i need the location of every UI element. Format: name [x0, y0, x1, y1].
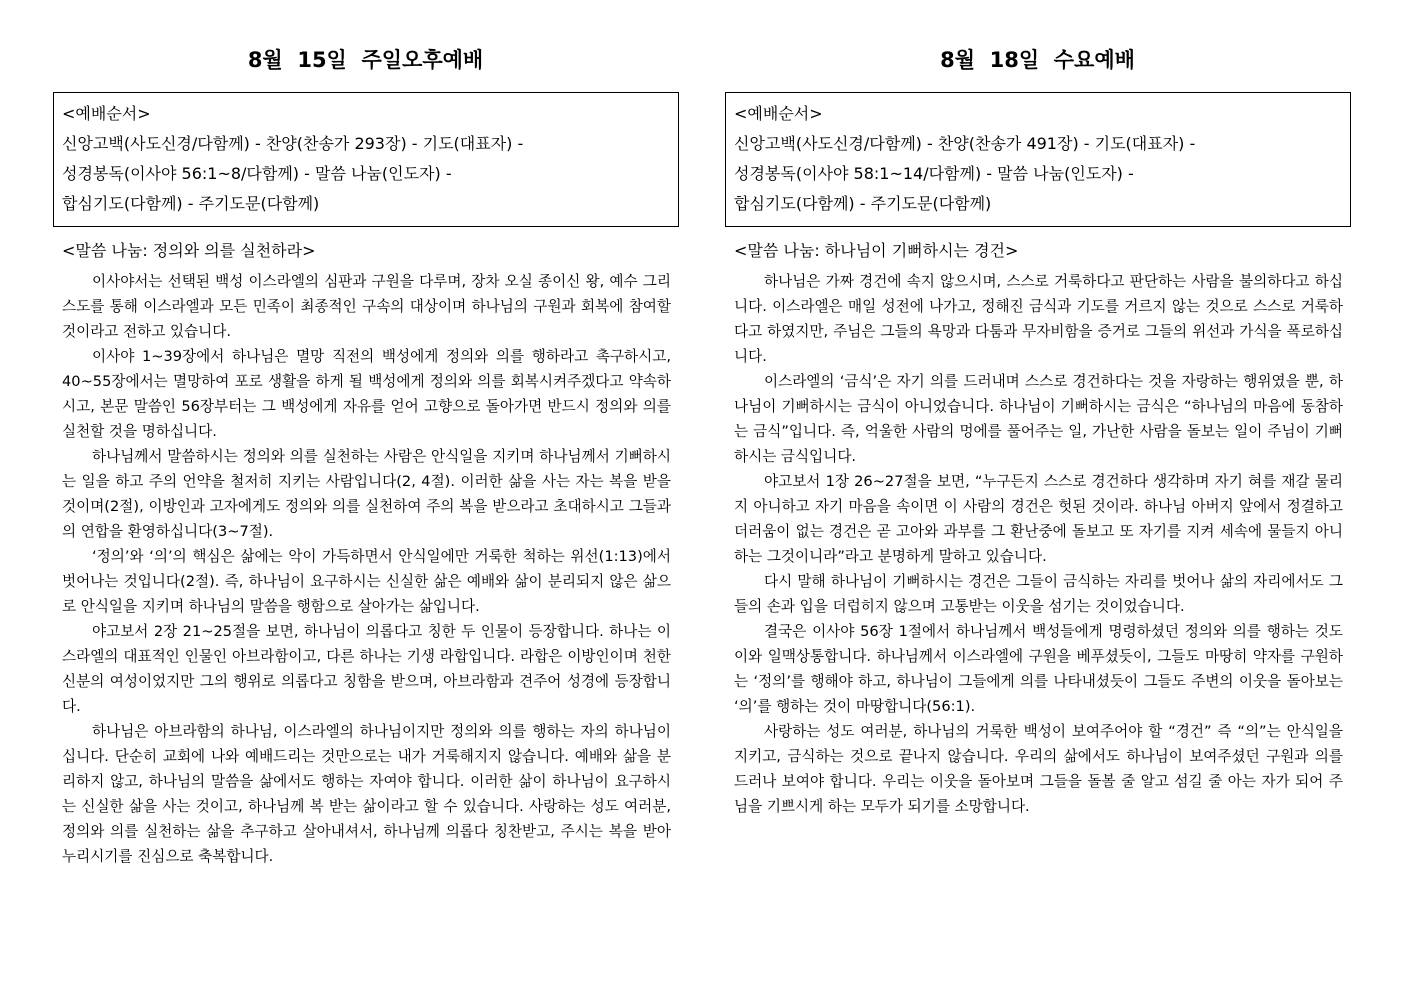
worship-order-line: 성경봉독(이사야 56:1~8/다함께) - 말씀 나눔(인도자) -	[62, 164, 452, 183]
sermon-paragraph: 다시 말해 하나님이 기뻐하시는 경건은 그들이 금식하는 자리를 벗어나 삶의 자리에서도 그들의 손과 입을 더럽히지 않으며 고통받는 이웃을 섬기는 것이었습니다.	[734, 573, 1343, 615]
sermon-paragraph: 이사야 1~39장에서 하나님은 멸망 직전의 백성에게 정의와 의를 행하라고 촉구하시고, 40~55장에서는 멸망하여 포로 생활을 하게 될 백성에게 정의와 의를 회복시켜주겠다고 약속하시고, 본문 말씀인 56장부터는 그 백성에게 자유를 얻어 고향으로 돌아가면 반드시 정의와 의를 실천할 것을 명하십니다.	[62, 348, 671, 440]
sermon-paragraph: ‘정의’와 ‘의’의 핵심은 삶에는 악이 가득하면서 안식일에만 거룩한 척하는 위선(1:13)에서 벗어나는 것입니다(2절). 즉, 하나님이 요구하시는 신실한 삶은 예배와 삶이 분리되지 않은 삶으로 안식일을 지키며 하나님의 말씀을 행함으로 살아가는 삶입니다.	[62, 548, 671, 615]
sermon-paragraph: 야고보서 2장 21~25절을 보면, 하나님이 의롭다고 칭한 두 인물이 등장합니다. 하나는 이스라엘의 대표적인 인물인 아브라함이고, 다른 하나는 기생 라합입니다. 라합은 이방인이며 천한 신분의 여성이었지만 그의 행위로 의롭다고 칭함을 받으며, 아브라함과 견주어 성경에 등장합니다.	[62, 623, 671, 715]
sermon-paragraph: 하나님은 가짜 경건에 속지 않으시며, 스스로 거룩하다고 판단하는 사람을 불의하다고 하십니다. 이스라엘은 매일 성전에 나가고, 정해진 금식과 기도를 거르지 않는 것으로 스스로 거룩하다고 하였지만, 주님은 그들의 욕망과 다툼과 무자비함을 증거로 그들의 위선과 가식을 폭로하십니다.	[734, 273, 1343, 365]
sermon-paragraph: 이사야서는 선택된 백성 이스라엘의 심판과 구원을 다루며, 장차 오실 종이신 왕, 예수 그리스도를 통해 이스라엘과 모든 민족이 최종적인 구속의 대상이며 하나님의 구원과 회복에 참여할 것이라고 전하고 있습니다.	[62, 273, 671, 340]
worship-order-line: 신앙고백(사도신경/다함께) - 찬양(찬송가 491장) - 기도(대표자) -	[734, 134, 1196, 153]
sermon-body	[725, 269, 1343, 819]
worship-order-line: 합심기도(다함께) - 주기도문(다함께)	[62, 194, 320, 213]
page-title: 8월 15일 주일오후예배	[247, 48, 484, 72]
worship-order-heading: <예배순서>	[734, 104, 823, 123]
sermon-paragraph: 하나님께서 말씀하시는 정의와 의를 실천하는 사람은 안식일을 지키며 하나님께서 기뻐하시는 일을 하고 주의 언약을 철저히 지키는 사람입니다(2, 4절). 이러한 삶을 사는 자는 복을 받을 것이며(2절), 이방인과 고자에게도 정의와 의를 실천하여 주의 복을 받으라고 초대하시고 그들과의 연합을 환영하십니다(3~7절).	[62, 448, 671, 540]
worship-order-line: 합심기도(다함께) - 주기도문(다함께)	[734, 194, 992, 213]
right-column	[725, 40, 1350, 819]
left-column	[53, 40, 678, 869]
worship-order-line: 성경봉독(이사야 58:1~14/다함께) - 말씀 나눔(인도자) -	[734, 164, 1134, 183]
sermon-paragraph: 사랑하는 성도 여러분, 하나님의 거룩한 백성이 보여주어야 할 “경건” 즉 “의”는 안식일을 지키고, 금식하는 것으로 끝나지 않습니다. 우리의 삶에서도 하나님이 보여주셨던 구원과 의를 드러나 보여야 합니다. 우리는 이웃을 돌아보며 그들을 돌볼 줄 알고 섬길 줄 아는 자가 되어 주님을 기쁘시게 하는 모두가 되기를 소망합니다.	[734, 723, 1343, 815]
sermon-heading: <말씀 나눔: 정의와 의를 실천하라>	[62, 241, 316, 260]
worship-order-box	[53, 92, 679, 227]
sermon-paragraph: 하나님은 아브라함의 하나님, 이스라엘의 하나님이지만 정의와 의를 행하는 자의 하나님이십니다. 단순히 교회에 나와 예배드리는 것만으로는 내가 거룩해지지 않습니다. 예배와 삶을 분리하지 않고, 하나님의 말씀을 삶에서도 행하는 자여야 합니다. 이러한 삶이 하나님이 요구하시는 신실한 삶을 사는 것이고, 하나님께 복 받는 삶이라고 할 수 있습니다. 사랑하는 성도 여러분, 정의와 의를 실천하는 삶을 추구하고 살아내셔서, 하나님께 의롭다 칭찬받고, 주시는 복을 받아 누리시기를 진심으로 축복합니다.	[62, 723, 671, 865]
worship-order-box	[725, 92, 1351, 227]
sermon-body	[53, 269, 671, 869]
sermon-paragraph: 이스라엘의 ‘금식’은 자기 의를 드러내며 스스로 경건하다는 것을 자랑하는 행위였을 뿐, 하나님이 기뻐하시는 금식이 아니었습니다. 하나님이 기뻐하시는 금식은 “하나님의 마음에 동참하는 금식”입니다. 즉, 억울한 사람의 멍에를 풀어주는 일, 가난한 사람을 돌보는 일이 주님이 기뻐하시는 금식입니다.	[734, 373, 1343, 465]
sermon-heading: <말씀 나눔: 하나님이 기뻐하시는 경건>	[734, 241, 1019, 260]
worship-order-line: 신앙고백(사도신경/다함께) - 찬양(찬송가 293장) - 기도(대표자) -	[62, 134, 524, 153]
page-title: 8월 18일 수요예배	[940, 48, 1135, 72]
sermon-paragraph: 야고보서 1장 26~27절을 보면, “누구든지 스스로 경건하다 생각하며 자기 혀를 재갈 물리지 아니하고 자기 마음을 속이면 이 사람의 경건은 헛된 것이라. 하나님 아버지 앞에서 정결하고 더러움이 없는 경건은 곧 고아와 과부를 그 환난중에 돌보고 또 자기를 지켜 세속에 물들지 아니하는 그것이니라”라고 분명하게 말하고 있습니다.	[734, 473, 1343, 565]
sermon-paragraph: 결국은 이사야 56장 1절에서 하나님께서 백성들에게 명령하셨던 정의와 의를 행하는 것도 이와 일맥상통합니다. 하나님께서 이스라엘에 구원을 베푸셨듯이, 그들도 마땅히 약자를 구원하는 ‘정의’를 행해야 하고, 하나님이 그들에게 의를 나타내셨듯이 그들도 주변의 이웃을 돌아보는 ‘의’를 행하는 것이 마땅합니다(56:1).	[734, 623, 1343, 715]
worship-order-heading: <예배순서>	[62, 104, 151, 123]
